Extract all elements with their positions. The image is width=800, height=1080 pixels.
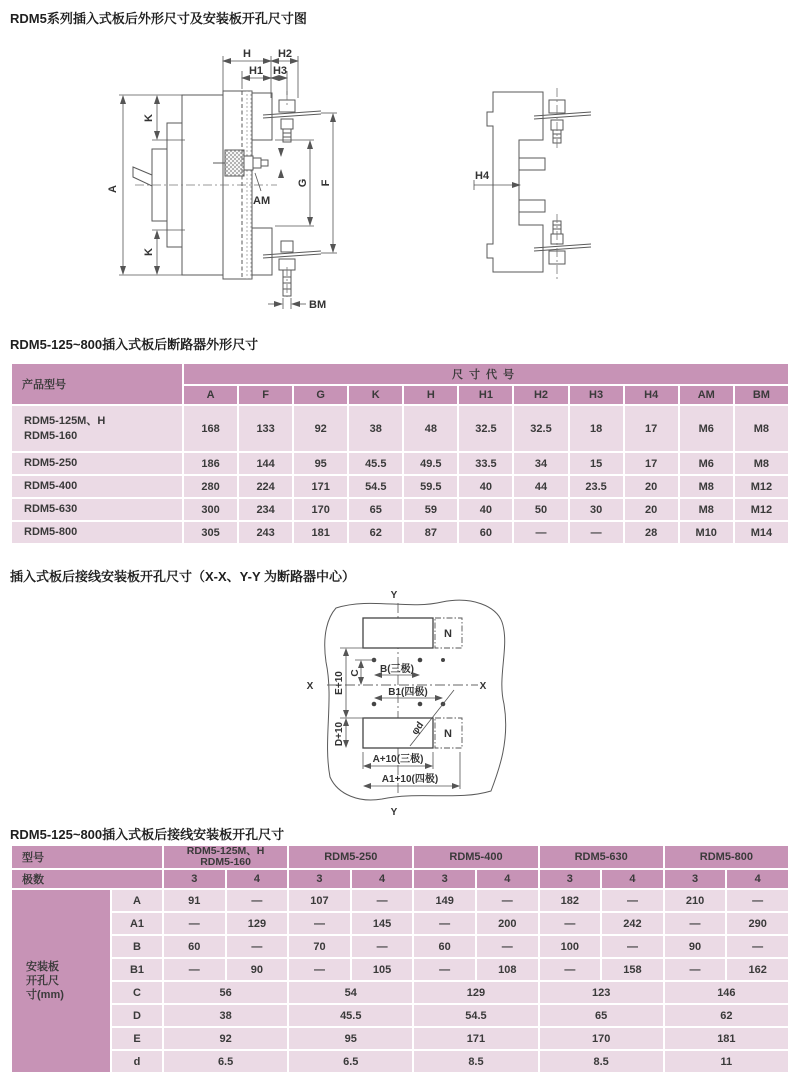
table-cell: 182: [539, 889, 602, 912]
table-row: [11, 1050, 789, 1073]
table-cell: 49.5: [403, 452, 458, 475]
column-header: BM: [734, 385, 789, 405]
dim-label-g: G: [297, 178, 309, 188]
pole-count-header: 3: [163, 869, 226, 889]
table-cell: —: [539, 912, 602, 935]
table-cell: 242: [601, 912, 664, 935]
pole-count-header: 4: [226, 869, 289, 889]
model-header: RDM5-800: [664, 845, 789, 869]
table-cell: 23.5: [569, 475, 624, 498]
table-cell: 60: [163, 935, 226, 958]
dim-label-h4: H4: [475, 170, 490, 182]
dim-label-f: F: [320, 179, 332, 187]
table-cell: 234: [238, 498, 293, 521]
table-cell: 123: [539, 981, 664, 1004]
column-header: H2: [513, 385, 568, 405]
table-cell: 90: [226, 958, 289, 981]
table-row: [11, 1027, 789, 1050]
table-cell: 129: [226, 912, 289, 935]
dim-label-am: AM: [253, 195, 271, 207]
page-title: RDM5系列插入式板后外形尺寸及安装板开孔尺寸图: [10, 11, 307, 26]
left-span-label: 安装板 开孔尺 寸(mm): [11, 889, 111, 1073]
table-cell: 54: [288, 981, 413, 1004]
table-cell: —: [513, 521, 568, 544]
outline-dimension-table: [10, 362, 790, 545]
model-cell: RDM5-800: [11, 521, 183, 544]
table-cell: 59: [403, 498, 458, 521]
pole-count-header: 3: [288, 869, 351, 889]
axis-label-x-left: X: [306, 681, 314, 692]
model-cell: RDM5-125M、H RDM5-160: [11, 405, 183, 452]
table-cell: 146: [664, 981, 789, 1004]
product-model-header: 产品型号: [11, 363, 183, 405]
table-cell: 32.5: [458, 405, 513, 452]
table-cell: 17: [624, 405, 679, 452]
dim-label-hole-diameter: φd: [409, 719, 427, 738]
dim-code-cell: d: [111, 1050, 163, 1073]
table-cell: 48: [403, 405, 458, 452]
model-cell: RDM5-250: [11, 452, 183, 475]
table-row: [11, 981, 789, 1004]
table-cell: M8: [734, 405, 789, 452]
table-cell: 243: [238, 521, 293, 544]
model-header: RDM5-250: [288, 845, 413, 869]
table-cell: 149: [413, 889, 476, 912]
figure3-title: 插入式板后接线安装板开孔尺寸（X-X、Y-Y 为断路器中心）: [10, 569, 356, 584]
model-cell: RDM5-400: [11, 475, 183, 498]
neutral-label-top: N: [444, 628, 452, 640]
table-cell: 171: [293, 475, 348, 498]
breaker-body: [133, 91, 321, 296]
table-cell: —: [226, 889, 289, 912]
dim-code-cell: B: [111, 935, 163, 958]
figure-breaker-side-view: [105, 45, 465, 330]
table-cell: —: [288, 958, 351, 981]
dim-label-k-top: K: [143, 114, 155, 122]
column-header: F: [238, 385, 293, 405]
table-cell: 90: [664, 935, 727, 958]
breaker-rear-drawing: [470, 80, 700, 290]
table-cell: M6: [679, 405, 734, 452]
table-cell: —: [163, 912, 226, 935]
axis-label-x-right: X: [479, 681, 487, 692]
table-cell: 92: [163, 1027, 288, 1050]
pole-count-header: 3: [664, 869, 727, 889]
table-cell: 210: [664, 889, 727, 912]
table-cell: 65: [348, 498, 403, 521]
model-header: RDM5-630: [539, 845, 664, 869]
dim-code-cell: E: [111, 1027, 163, 1050]
table-cell: 60: [413, 935, 476, 958]
table-cell: —: [413, 958, 476, 981]
table-row: [11, 889, 789, 912]
table-cell: 54.5: [348, 475, 403, 498]
table-cell: 40: [458, 475, 513, 498]
table-cell: 45.5: [348, 452, 403, 475]
table-cell: M14: [734, 521, 789, 544]
table-cell: 129: [413, 981, 538, 1004]
table-cell: 11: [664, 1050, 789, 1073]
table-cell: 18: [569, 405, 624, 452]
pole-count-header: 3: [413, 869, 476, 889]
table-cell: —: [664, 912, 727, 935]
dim-code-cell: C: [111, 981, 163, 1004]
table-cell: 95: [288, 1027, 413, 1050]
table-cell: 8.5: [539, 1050, 664, 1073]
table-cell: —: [413, 912, 476, 935]
table-cell: 62: [348, 521, 403, 544]
table-cell: 59.5: [403, 475, 458, 498]
table-cell: —: [601, 935, 664, 958]
table-cell: 171: [413, 1027, 538, 1050]
table-cell: —: [288, 912, 351, 935]
table-cell: 91: [163, 889, 226, 912]
table-cell: 28: [624, 521, 679, 544]
model-header: RDM5-400: [413, 845, 538, 869]
axis-label-y-bottom: Y: [390, 807, 398, 818]
table-cell: 95: [293, 452, 348, 475]
table-cell: —: [476, 889, 539, 912]
table-cell: 108: [476, 958, 539, 981]
table-cell: 92: [293, 405, 348, 452]
table-cell: —: [726, 935, 789, 958]
table-row: [11, 452, 789, 475]
column-header: H: [403, 385, 458, 405]
table-cell: 170: [539, 1027, 664, 1050]
breaker-outline-drawing: [105, 45, 465, 325]
table-cell: 60: [458, 521, 513, 544]
table-cell: 32.5: [513, 405, 568, 452]
dim-label-h3: H3: [272, 65, 288, 77]
table-cell: —: [664, 958, 727, 981]
poles-row-header: 极数: [11, 869, 163, 889]
dim-label-a110-4pole: A1+10(四极): [381, 774, 439, 785]
table-cell: 30: [569, 498, 624, 521]
model-cell: RDM5-630: [11, 498, 183, 521]
table-cell: 145: [351, 912, 414, 935]
table-cell: 105: [351, 958, 414, 981]
table-cell: 158: [601, 958, 664, 981]
table-cell: 33.5: [458, 452, 513, 475]
dim-label-c: C: [350, 669, 361, 677]
table-cell: 181: [664, 1027, 789, 1050]
table-cell: 8.5: [413, 1050, 538, 1073]
table-cell: 54.5: [413, 1004, 538, 1027]
table-row: [11, 405, 789, 452]
table-cell: 50: [513, 498, 568, 521]
table-cell: 44: [513, 475, 568, 498]
table-cell: 15: [569, 452, 624, 475]
column-header: G: [293, 385, 348, 405]
table-cell: 290: [726, 912, 789, 935]
mounting-hole-table: [10, 844, 790, 1074]
table-cell: 70: [288, 935, 351, 958]
table-cell: 162: [726, 958, 789, 981]
table-cell: 45.5: [288, 1004, 413, 1027]
dim-label-h: H: [243, 48, 251, 60]
model-header: RDM5-125M、H RDM5-160: [163, 845, 288, 869]
dim-label-d10: D+10: [334, 721, 345, 747]
table-cell: 224: [238, 475, 293, 498]
table-cell: M8: [734, 452, 789, 475]
pole-count-header: 4: [351, 869, 414, 889]
model-row-header: 型号: [11, 845, 163, 869]
mounting-hole-drawing: [280, 588, 530, 818]
dim-label-b1-4pole: B1(四极): [388, 687, 428, 698]
pole-count-header: 4: [726, 869, 789, 889]
axis-label-y-top: Y: [390, 590, 398, 601]
dim-label-h1: H1: [248, 65, 264, 77]
table-cell: 300: [183, 498, 238, 521]
table-cell: 144: [238, 452, 293, 475]
table-row: [11, 912, 789, 935]
dim-code-cell: B1: [111, 958, 163, 981]
table-cell: 40: [458, 498, 513, 521]
dim-label-e10: E+10: [334, 671, 345, 695]
column-header: K: [348, 385, 403, 405]
pole-count-header: 4: [601, 869, 664, 889]
column-header: A: [183, 385, 238, 405]
table-cell: 17: [624, 452, 679, 475]
table-cell: —: [569, 521, 624, 544]
table-row: [11, 498, 789, 521]
dim-code-group-header: 尺寸代号: [183, 363, 789, 385]
table1-title: RDM5-125~800插入式板后断路器外形尺寸: [10, 337, 259, 352]
table-cell: M8: [679, 475, 734, 498]
table-row: [11, 521, 789, 544]
table-cell: 6.5: [288, 1050, 413, 1073]
table-cell: 6.5: [163, 1050, 288, 1073]
dim-label-k-bottom: K: [143, 248, 155, 256]
table-row: [11, 935, 789, 958]
table-cell: M8: [679, 498, 734, 521]
table-cell: 87: [403, 521, 458, 544]
dim-label-bm: BM: [309, 299, 327, 311]
table-cell: M6: [679, 452, 734, 475]
table-cell: —: [476, 935, 539, 958]
table-cell: 56: [163, 981, 288, 1004]
dim-code-cell: A1: [111, 912, 163, 935]
figure-breaker-rear-view: [470, 80, 700, 295]
table-cell: 20: [624, 498, 679, 521]
table-cell: —: [539, 958, 602, 981]
table-cell: 100: [539, 935, 602, 958]
table-cell: —: [601, 889, 664, 912]
dim-code-cell: D: [111, 1004, 163, 1027]
table-cell: 280: [183, 475, 238, 498]
table-cell: 20: [624, 475, 679, 498]
table-cell: 181: [293, 521, 348, 544]
column-header: H3: [569, 385, 624, 405]
table-cell: —: [351, 935, 414, 958]
table-cell: M12: [734, 475, 789, 498]
neutral-label-bottom: N: [444, 728, 452, 740]
column-header: H1: [458, 385, 513, 405]
column-header: AM: [679, 385, 734, 405]
pole-count-header: 4: [476, 869, 539, 889]
table-cell: 305: [183, 521, 238, 544]
table-cell: —: [226, 935, 289, 958]
table-cell: —: [163, 958, 226, 981]
table-cell: 38: [348, 405, 403, 452]
table-cell: M10: [679, 521, 734, 544]
table-cell: 65: [539, 1004, 664, 1027]
table-cell: 107: [288, 889, 351, 912]
table2-title: RDM5-125~800插入式板后接线安装板开孔尺寸: [10, 827, 285, 842]
table-cell: M12: [734, 498, 789, 521]
table-row: [11, 475, 789, 498]
table-cell: 200: [476, 912, 539, 935]
table-cell: 62: [664, 1004, 789, 1027]
rear-profile: [487, 92, 591, 272]
dim-label-a10-3pole: A+10(三极): [372, 754, 424, 765]
dim-label-b-3pole: B(三极): [380, 664, 414, 675]
dim-code-cell: A: [111, 889, 163, 912]
pole-count-header: 3: [539, 869, 602, 889]
table-row: [11, 958, 789, 981]
table-cell: 34: [513, 452, 568, 475]
dim-label-h2: H2: [277, 48, 293, 60]
table-cell: —: [726, 889, 789, 912]
table-cell: 133: [238, 405, 293, 452]
table-cell: 170: [293, 498, 348, 521]
table-cell: 186: [183, 452, 238, 475]
table-cell: —: [351, 889, 414, 912]
table-cell: 168: [183, 405, 238, 452]
dim-label-a: A: [107, 185, 119, 193]
figure-mounting-plate-holes: [280, 588, 530, 823]
column-header: H4: [624, 385, 679, 405]
table-row: [11, 1004, 789, 1027]
table-cell: 38: [163, 1004, 288, 1027]
